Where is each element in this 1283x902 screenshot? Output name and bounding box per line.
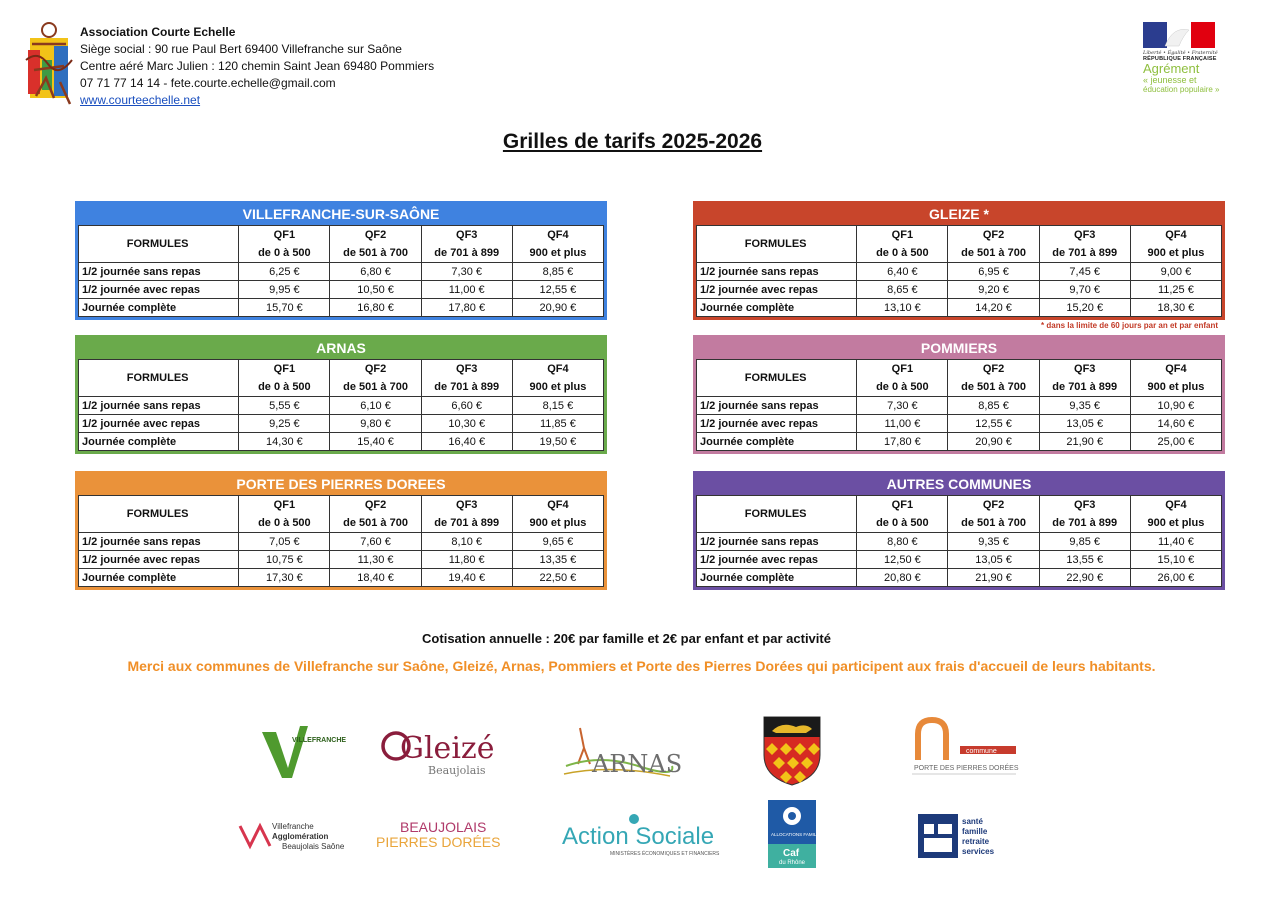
price-cell: 17,80 € [421,299,512,317]
price-cell: 20,90 € [948,433,1039,451]
price-cell: 6,80 € [330,263,421,281]
tariff-table [78,495,604,587]
qf-label: QF3 [1074,499,1096,511]
price-cell: 13,10 € [857,299,948,317]
row-label: 1/2 journée avec repas [697,415,857,433]
qf-range: 900 et plus [1147,247,1205,259]
price-cell: 7,45 € [1039,263,1130,281]
row-label: Journée complète [697,299,857,317]
table-row [79,569,604,587]
table-gleize [693,201,1225,320]
price-cell: 11,85 € [512,415,603,433]
price-cell: 10,50 € [330,281,421,299]
price-cell: 6,95 € [948,263,1039,281]
porte-logo-commune: commune [966,748,997,755]
table-porte [75,471,607,590]
table-autres [693,471,1225,590]
price-cell: 15,20 € [1039,299,1130,317]
price-cell: 9,80 € [330,415,421,433]
row-label: 1/2 journée sans repas [697,397,857,415]
arnas-logo [560,718,683,782]
msa-logo-line4: services [962,847,995,856]
action-logo-text: Action Sociale [562,823,715,850]
qf-range: de 501 à 700 [343,247,408,259]
qf-label: QF3 [1074,363,1096,375]
qf-label: QF1 [273,229,296,241]
table-row [697,415,1222,433]
row-label: Journée complète [79,433,239,451]
qf-label: QF2 [364,499,387,511]
price-cell: 21,90 € [1039,433,1130,451]
table-header-row [79,360,604,397]
table-row [79,533,604,551]
price-cell: 9,85 € [1039,533,1130,551]
row-label: 1/2 journée sans repas [697,533,857,551]
agglo-logo [236,816,348,856]
price-cell: 12,50 € [857,551,948,569]
qf-range: de 501 à 700 [343,381,408,393]
price-cell: 9,65 € [512,533,603,551]
qf-header [1130,360,1221,397]
qf-header [948,226,1039,263]
price-cell: 18,30 € [1130,299,1221,317]
price-cell: 15,10 € [1130,551,1221,569]
row-label: Journée complète [697,569,857,587]
price-cell: 10,75 € [239,551,330,569]
qf-header [857,226,948,263]
qf-range: 900 et plus [529,247,587,259]
formules-header: FORMULES [697,360,857,397]
gov-line1: « jeunesse et [1143,75,1197,85]
price-cell: 11,80 € [421,551,512,569]
qf-label: QF1 [891,499,914,511]
formules-header: FORMULES [697,496,857,533]
table-row [697,299,1222,317]
price-cell: 18,40 € [330,569,421,587]
agglo-logo-line3: Beaujolais Saône [282,842,345,851]
table-title: PORTE DES PIERRES DOREES [78,474,604,495]
price-cell: 13,35 € [512,551,603,569]
table-row [697,533,1222,551]
price-cell: 20,90 € [512,299,603,317]
price-cell: 8,65 € [857,281,948,299]
gleize-note: * dans la limite de 60 jours par an et par enfant [1041,321,1218,330]
qf-range: 900 et plus [529,381,587,393]
table-row [79,415,604,433]
price-cell: 7,30 € [857,397,948,415]
price-cell: 8,85 € [948,397,1039,415]
qf-label: QF2 [364,363,387,375]
price-cell: 21,90 € [948,569,1039,587]
table-title: VILLEFRANCHE-SUR-SAÔNE [78,204,604,225]
qf-range: de 701 à 899 [1052,381,1118,393]
qf-header [239,496,330,533]
tariff-table [696,359,1222,451]
org-address: Siège social : 90 rue Paul Bert 69400 Villefranche sur Saône [80,42,402,56]
row-label: 1/2 journée sans repas [79,263,239,281]
qf-header [857,360,948,397]
price-cell: 9,20 € [948,281,1039,299]
msa-logo-line3: retraite [962,837,990,846]
price-cell: 8,80 € [857,533,948,551]
price-cell: 19,40 € [421,569,512,587]
qf-header [1039,496,1130,533]
row-label: Journée complète [79,299,239,317]
price-cell: 25,00 € [1130,433,1221,451]
tariff-table [78,225,604,317]
price-cell: 19,50 € [512,433,603,451]
price-cell: 16,40 € [421,433,512,451]
qf-label: QF4 [1165,499,1187,511]
table-title: POMMIERS [696,338,1222,359]
table-row [79,263,604,281]
tariff-table [696,495,1222,587]
price-cell: 8,15 € [512,397,603,415]
price-cell: 20,80 € [857,569,948,587]
qf-range: de 501 à 700 [961,247,1026,259]
price-cell: 15,70 € [239,299,330,317]
qf-header [1039,360,1130,397]
price-cell: 7,60 € [330,533,421,551]
tariff-table [78,359,604,451]
qf-label: QF2 [982,229,1005,241]
qf-range: de 0 à 500 [258,517,311,529]
qf-header [421,360,512,397]
qf-label: QF1 [273,499,296,511]
gleize-logo-text: Gleizé [400,731,495,766]
qf-header [330,360,421,397]
table-row [79,551,604,569]
price-cell: 6,25 € [239,263,330,281]
price-cell: 14,60 € [1130,415,1221,433]
row-label: 1/2 journée sans repas [79,533,239,551]
row-label: 1/2 journée avec repas [79,415,239,433]
formules-header: FORMULES [697,226,857,263]
beaujolais-pierres-dorees-logo [374,816,504,856]
qf-header [330,226,421,263]
qf-header [239,360,330,397]
qf-range: de 701 à 899 [434,517,500,529]
table-header-row [79,226,604,263]
price-cell: 22,90 € [1039,569,1130,587]
table-header-row [697,226,1222,263]
bpd-logo-line1: BEAUJOLAIS [400,819,487,835]
price-cell: 26,00 € [1130,569,1221,587]
price-cell: 14,20 € [948,299,1039,317]
price-cell: 7,30 € [421,263,512,281]
price-cell: 22,50 € [512,569,603,587]
price-cell: 9,25 € [239,415,330,433]
price-cell: 11,00 € [421,281,512,299]
price-cell: 8,10 € [421,533,512,551]
qf-label: QF1 [891,363,914,375]
formules-header: FORMULES [79,226,239,263]
thanks-text: Merci aux communes de Villefranche sur Saône, Gleizé, Arnas, Pommiers et Porte des Pierres Dorées qui participent aux frais d'accueil de leurs habitants. [127,658,1156,674]
bpd-logo-line2: PIERRES DORÉES [376,834,501,850]
price-cell: 9,95 € [239,281,330,299]
table-row [697,263,1222,281]
row-label: 1/2 journée avec repas [697,281,857,299]
page-title: Grilles de tarifs 2025-2026 [502,130,763,153]
row-label: 1/2 journée avec repas [79,281,239,299]
msa-logo-line2: famille [962,827,988,836]
qf-label: QF4 [547,499,569,511]
qf-header [1039,226,1130,263]
table-row [697,569,1222,587]
org-contact: 07 71 77 14 14 - fete.courte.echelle@gmail.com [80,76,336,90]
price-cell: 14,30 € [239,433,330,451]
qf-range: 900 et plus [1147,517,1205,529]
table-row [697,433,1222,451]
porte-logo-name: PORTE DES PIERRES DORÉES [914,765,1019,772]
table-row [79,281,604,299]
qf-range: de 701 à 899 [434,247,500,259]
table-row [697,281,1222,299]
qf-header [421,226,512,263]
villefranche-logo-text: VILLEFRANCHE [292,737,347,744]
org-website-link[interactable]: www.courteechelle.net [80,93,201,107]
gov-motto: Liberté • Égalité • Fraternité [1143,50,1218,56]
table-title: ARNAS [78,338,604,359]
caf-logo-line3: du Rhône [779,860,806,866]
table-row [697,397,1222,415]
french-flag-icon [1143,22,1215,48]
price-cell: 17,80 € [857,433,948,451]
qf-header [421,496,512,533]
qf-label: QF3 [456,499,478,511]
msa-logo-line1: santé [962,817,983,826]
qf-label: QF4 [547,363,569,375]
qf-header [948,360,1039,397]
price-cell: 9,70 € [1039,281,1130,299]
qf-range: de 501 à 700 [343,517,408,529]
qf-header [948,496,1039,533]
price-cell: 13,05 € [948,551,1039,569]
org-logo-icon [24,20,74,106]
qf-label: QF1 [273,363,296,375]
qf-range: 900 et plus [1147,381,1205,393]
arnas-logo-text: ARNAS [592,750,683,778]
qf-label: QF2 [364,229,387,241]
price-cell: 10,30 € [421,415,512,433]
qf-label: QF3 [456,229,478,241]
action-logo-sub: MINISTÈRES ÉCONOMIQUES ET FINANCIERS [610,851,720,857]
price-cell: 7,05 € [239,533,330,551]
table-row [79,397,604,415]
price-cell: 9,00 € [1130,263,1221,281]
qf-range: de 0 à 500 [876,517,929,529]
table-header-row [697,360,1222,397]
row-label: Journée complète [697,433,857,451]
price-cell: 11,30 € [330,551,421,569]
table-title: GLEIZE * [696,204,1222,225]
price-cell: 10,90 € [1130,397,1221,415]
agglo-logo-line2: Agglomération [272,832,329,841]
table-arnas [75,335,607,454]
caf-logo-line1: ALLOCATIONS FAMILIALES [771,832,830,837]
qf-label: QF2 [982,363,1005,375]
qf-range: de 501 à 700 [961,381,1026,393]
action-sociale-logo [560,810,720,860]
qf-range: 900 et plus [529,517,587,529]
table-title: AUTRES COMMUNES [696,474,1222,495]
qf-range: de 701 à 899 [1052,517,1118,529]
price-cell: 12,55 € [512,281,603,299]
qf-header [1130,226,1221,263]
row-label: Journée complète [79,569,239,587]
porte-pierres-dorees-logo [904,716,1024,786]
qf-label: QF4 [1165,363,1187,375]
qf-header [857,496,948,533]
org-name: Association Courte Echelle [80,25,236,39]
gov-agrement: Agrément [1143,61,1200,76]
price-cell: 11,00 € [857,415,948,433]
msa-logo [916,812,1008,860]
page-title-wrap [0,130,1283,154]
row-label: 1/2 journée sans repas [79,397,239,415]
qf-range: de 701 à 899 [1052,247,1118,259]
table-header-row [79,496,604,533]
qf-header [239,226,330,263]
qf-header [512,226,603,263]
price-cell: 11,25 € [1130,281,1221,299]
formules-header: FORMULES [79,496,239,533]
qf-label: QF2 [982,499,1005,511]
gleize-logo [380,722,496,778]
caf-logo-line2: Caf [783,848,800,859]
price-cell: 11,40 € [1130,533,1221,551]
gov-republic: RÉPUBLIQUE FRANÇAISE [1143,56,1217,62]
table-row [697,551,1222,569]
table-header-row [697,496,1222,533]
pommiers-shield-logo [762,715,822,787]
qf-label: QF4 [1165,229,1187,241]
qf-range: de 501 à 700 [961,517,1026,529]
qf-label: QF4 [547,229,569,241]
price-cell: 9,35 € [1039,397,1130,415]
qf-header [512,496,603,533]
price-cell: 5,55 € [239,397,330,415]
price-cell: 6,10 € [330,397,421,415]
formules-header: FORMULES [79,360,239,397]
price-cell: 9,35 € [948,533,1039,551]
table-row [79,299,604,317]
price-cell: 15,40 € [330,433,421,451]
qf-label: QF3 [1074,229,1096,241]
org-info [80,24,434,109]
price-cell: 6,60 € [421,397,512,415]
qf-header [1130,496,1221,533]
table-row [79,433,604,451]
org-centre: Centre aéré Marc Julien : 120 chemin Saint Jean 69480 Pommiers [80,59,435,73]
qf-range: de 0 à 500 [258,381,311,393]
table-pommiers [693,335,1225,454]
table-villefranche [75,201,607,320]
gov-agrement-logo [1143,22,1223,95]
price-cell: 8,85 € [512,263,603,281]
row-label: 1/2 journée avec repas [697,551,857,569]
qf-label: QF3 [456,363,478,375]
price-cell: 17,30 € [239,569,330,587]
cotisation-text: Cotisation annuelle : 20€ par famille et 2€ par enfant et par activité [422,631,831,646]
villefranche-logo [258,718,347,780]
price-cell: 13,55 € [1039,551,1130,569]
caf-logo [768,800,830,868]
qf-header [330,496,421,533]
qf-range: de 0 à 500 [258,247,311,259]
row-label: 1/2 journée avec repas [79,551,239,569]
qf-range: de 701 à 899 [434,381,500,393]
gleize-logo-sub: Beaujolais [428,764,486,777]
qf-label: QF1 [891,229,914,241]
price-cell: 13,05 € [1039,415,1130,433]
price-cell: 6,40 € [857,263,948,281]
agglo-logo-line1: Villefranche [272,822,314,831]
price-cell: 16,80 € [330,299,421,317]
qf-header [512,360,603,397]
price-cell: 12,55 € [948,415,1039,433]
qf-range: de 0 à 500 [876,247,929,259]
tariff-table [696,225,1222,317]
gov-line2: éducation populaire » [1143,85,1220,94]
row-label: 1/2 journée sans repas [697,263,857,281]
qf-range: de 0 à 500 [876,381,929,393]
